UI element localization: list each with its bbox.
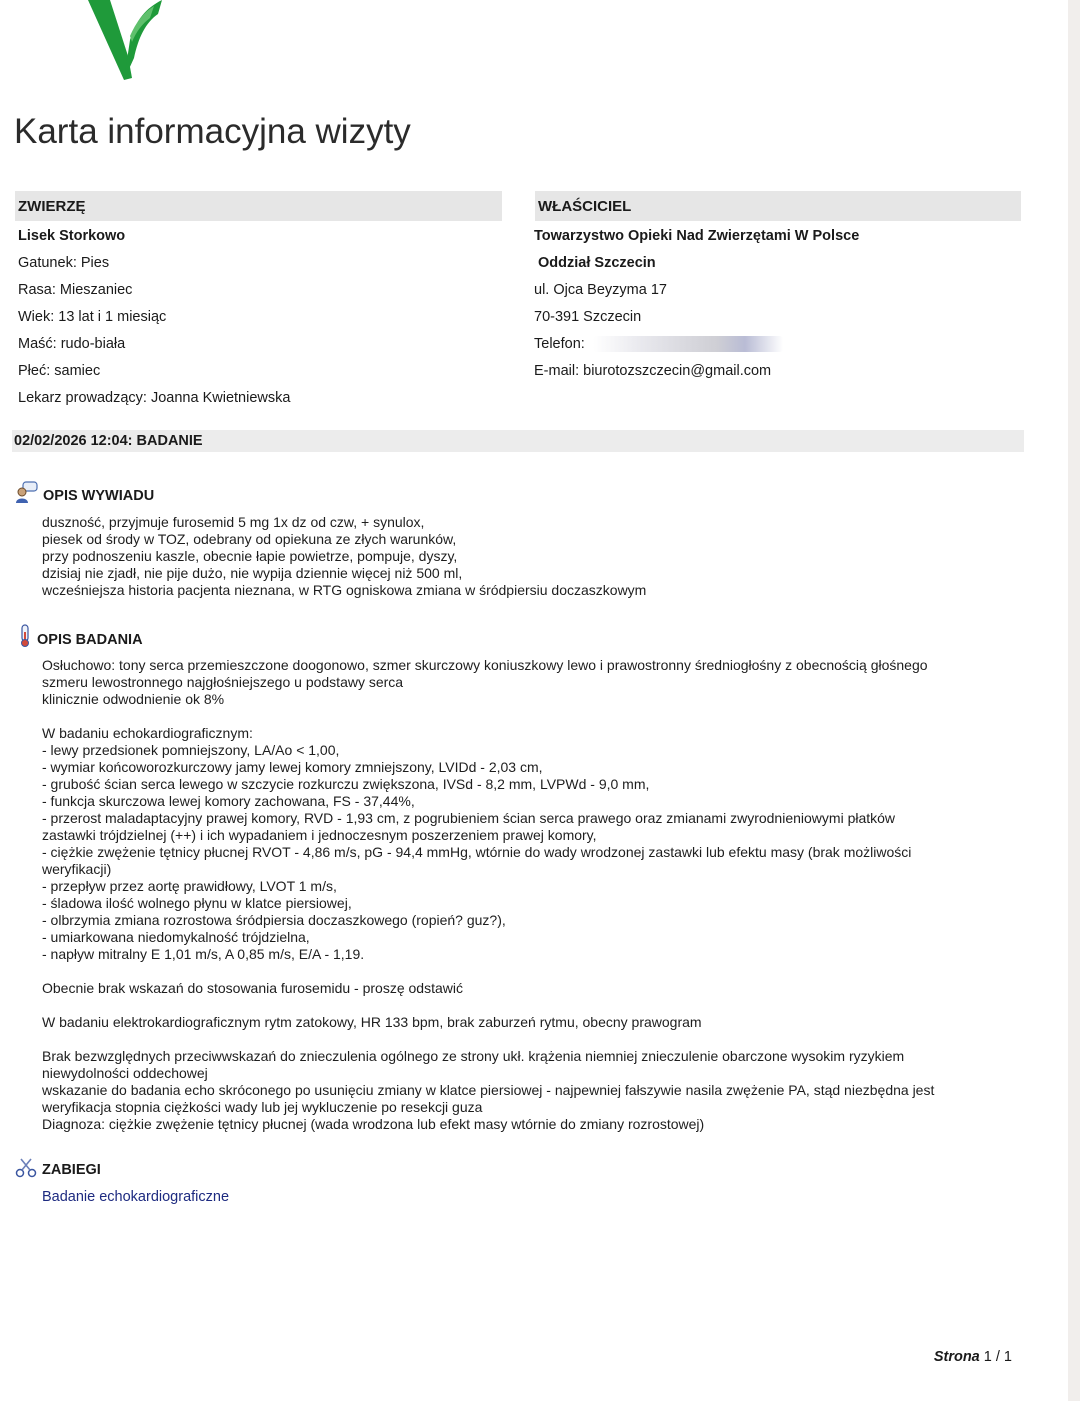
exam-text: Osłuchowo: tony serca przemieszczone doogonowo, szmer skurczowy koniuszkowy lewo i prawostronny średniogłośny z obecnością głośnego szmeru lewostronnego najgłośniejszego u podstawy serca klinicznie odwodnienie ok 8% W badaniu echokardiograficznym: - lewy przedsionek pomniejszony, LA/Ao < 1,00, - wymiar końcoworozkurczowy jamy lewej komory zmniejszony, LVIDd - 2,03 cm, - grubość ścian serca lewego w szczycie rozkurczu zwiększona, IVSd - 8,2 mm, LVPWd - 9,0 mm, - funkcja skurczowa lewej komory zachowana, FS - 37,44%, - przerost maladaptacyjny prawej komory, RVD - 1,93 cm, z pogrubieniem ścian serca prawego oraz zmianami zwyrodnieniowymi płatków zastawki trójdzielnej (++) i ich wypadaniem i jednoczesnym poszerzeniem prawej komory, - ciężkie zwężenie tętnicy płucnej RVOT - 4,86 m/s, pG - 94,4 mmHg, wtórnie do wady wrodzonej zastawki lub efektu masy (brak możliwości weryfikacji) - przepływ przez aortę prawidłowy, LVOT 1 m/s, - śladowa ilość wolnego płynu w klatce piersiowej, - olbrzymia zmiana rozrostowa śródpiersia doczaszkowego (ropień? guz?), - umiarkowana niedomykalność trójdzielna, - napływ mitralny E 1,01 m/s, A 0,85 m/s, E/A - 1,19. Obecnie brak wskazań do stosowania furosemidu - proszę odstawić W badaniu elektrokardiograficznym rytm zatokowy, HR 133 bpm, brak zaburzeń rytmu, obecny prawogram Brak bezwzględnych przeciwwskazań do znieczulenia ogólnego ze strony ukł. krążenia niemniej znieczulenie obarczone wysokim ryzykiem niewydolności oddechowej wskazanie do badania echo skróconego po usunięciu zmiany w klatce piersiowej - najpewniej fałszywie nasila zwężenie PA, stąd niezbędna jest weryfikacja stopnia ciężkości wady lub jej wykluczenie po resekcji guza Diagnoza: ciężkie zwężenie tętnicy płucnej (wada wrodzona lub efekt masy wtórnie do zmiany rozrostowej)	[42, 657, 935, 1132]
animal-info	[18, 223, 290, 412]
clinic-logo-icon	[80, 0, 170, 82]
interview-text: duszność, przyjmuje furosemid 5 mg 1x dz od czw, + synulox, piesek od środy w TOZ, odebrany od opiekuna ze złych warunków, przy podnoszeniu kaszle, obecnie łapie powietrze, pompuje, dyszy, dzisiaj nie zjadł, nie pije dużo, nie wypija dziennie więcej niż 500 ml, wcześniejsza historia pacjenta nieznana, w RTG ogniskowa zmiana w śródpiersiu doczaszkowym	[42, 514, 647, 598]
procedures-title: ZABIEGI	[42, 1162, 101, 1178]
owner-branch: Oddział Szczecin	[538, 255, 656, 271]
scissors-icon	[15, 1158, 37, 1178]
interview-section-header	[14, 480, 154, 504]
owner-phone	[534, 331, 859, 358]
owner-header: WŁAŚCICIEL	[535, 191, 1021, 221]
animal-age: Wiek: 13 lat i 1 miesiąc	[18, 309, 167, 325]
attending-vet: Lekarz prowadzący: Joanna Kwietniewska	[18, 390, 291, 406]
exam-section-header	[18, 624, 143, 648]
page-edge	[1068, 0, 1080, 1401]
owner-street: ul. Ojca Beyzyma 17	[534, 282, 667, 298]
owner-city: 70-391 Szczecin	[534, 309, 642, 325]
animal-color: Maść: rudo-biała	[18, 336, 126, 352]
page-label: Strona	[933, 1349, 980, 1365]
interview-title: OPIS WYWIADU	[43, 488, 155, 504]
owner-email: E-mail: biurotozszczecin@gmail.com	[534, 363, 772, 379]
owner-phone-label: Telefon:	[534, 336, 585, 352]
page-total: / 1	[995, 1349, 1012, 1365]
animal-header: ZWIERZĘ	[15, 191, 502, 221]
procedures-section-header	[15, 1158, 101, 1178]
page-title: Karta informacyjna wizyty	[14, 112, 411, 151]
owner-name: Towarzystwo Opieki Nad Zwierzętami W Polsce	[534, 228, 860, 244]
visit-header: 02/02/2026 12:04: BADANIE	[12, 430, 1024, 452]
person-speech-icon	[14, 480, 38, 504]
animal-sex: Płeć: samiec	[18, 363, 101, 379]
page-current: 1	[983, 1349, 992, 1365]
procedure-echocardiography-link[interactable]: Badanie echokardiograficzne	[42, 1189, 230, 1205]
owner-info	[534, 223, 859, 385]
page-number	[934, 1349, 1012, 1365]
thermometer-icon	[18, 624, 32, 648]
animal-species: Gatunek: Pies	[18, 255, 110, 271]
redacted-phone	[593, 336, 783, 352]
animal-breed: Rasa: Mieszaniec	[18, 282, 133, 298]
animal-name: Lisek Storkowo	[18, 228, 126, 244]
exam-title: OPIS BADANIA	[37, 632, 143, 648]
